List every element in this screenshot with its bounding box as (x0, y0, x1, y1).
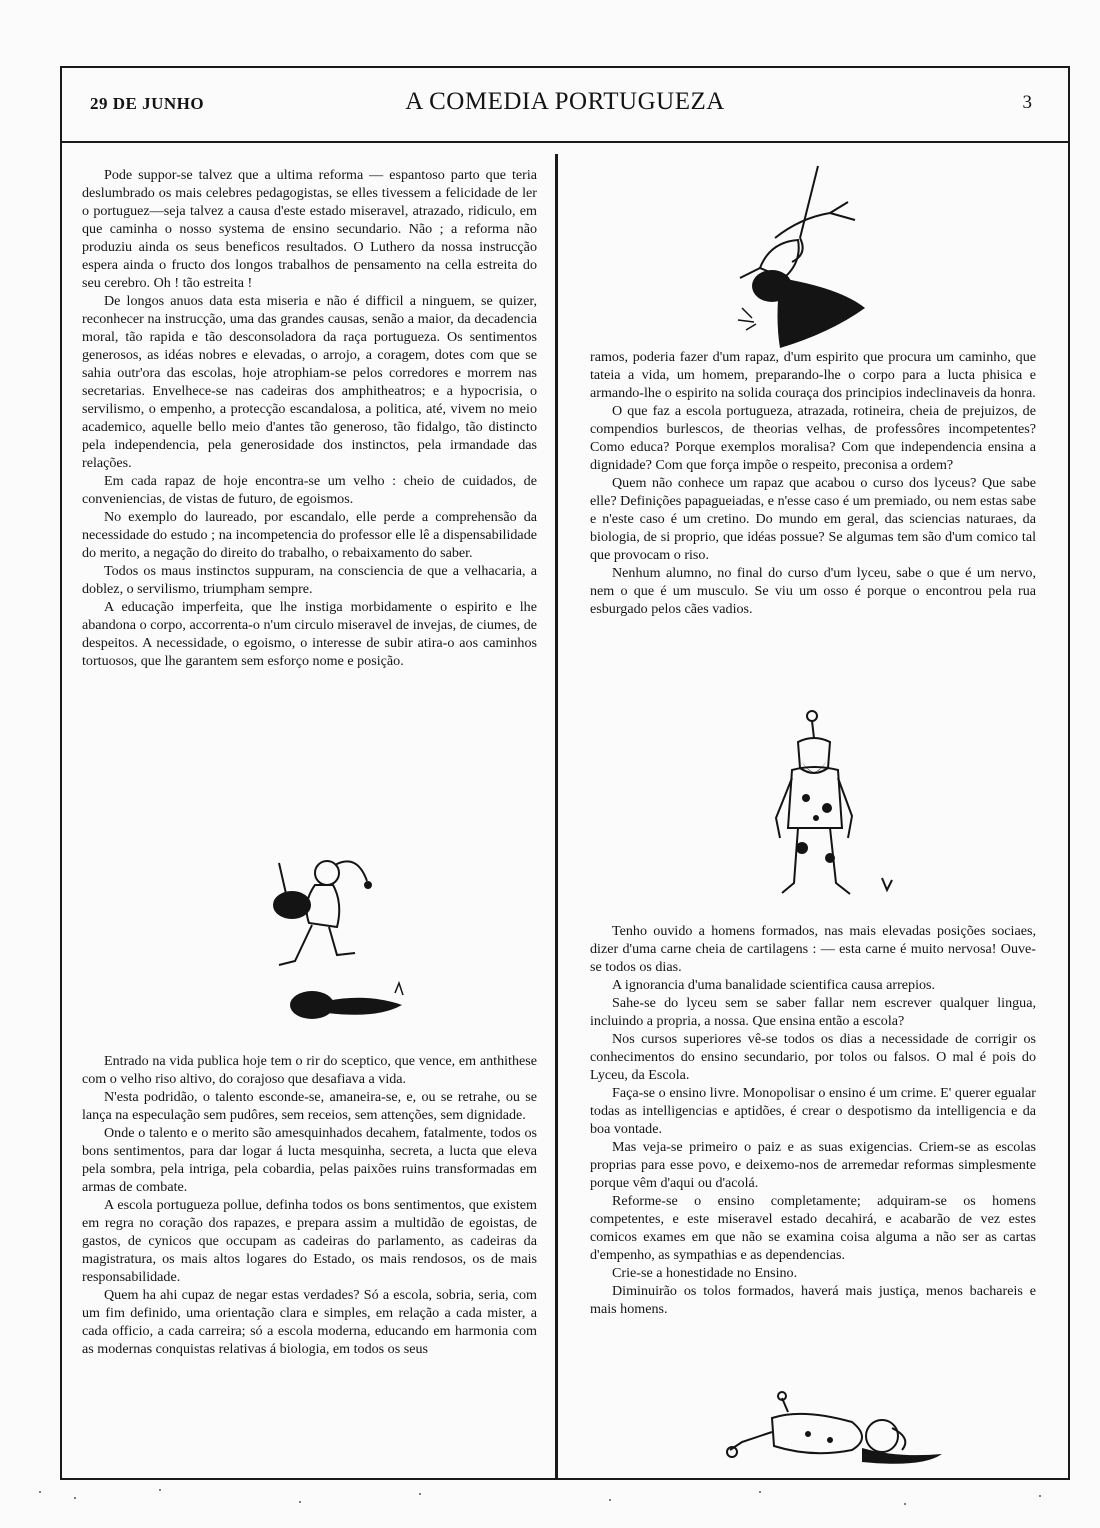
left-column-bottom (82, 1052, 537, 1358)
paragraph: Crie-se a honestidade no Ensino. (612, 1265, 798, 1281)
paragraph: Nenhum alumno, no final do curso d'um lyceu, sabe o que é um nervo, nem o que é um musculo. Se viu um osso é porque o encontrou pela rua esburgado pelos cães vadios. (590, 565, 1036, 617)
issue-date: 29 DE JUNHO (90, 94, 205, 113)
paragraph: Entrado na vida publica hoje tem o rir do sceptico, que vence, em anthithese com o velho riso altivo, do corajoso que desafiava a vida. (82, 1053, 537, 1087)
paragraph: Sahe-se do lyceu sem se saber fallar nem escrever qualquer lingua, incluindo a propria, a nossa. Que ensina então a escola? (590, 995, 1036, 1029)
masthead (62, 68, 1068, 143)
walking-figure-with-pot-illustration (217, 843, 417, 1028)
paragraph: Pode suppor-se talvez que a ultima reforma — espantoso parto que teria deslumbrado os mais celebres pedagogistas, se elles tivessem a felicidade de ler o portuguez—seja talvez a causa d'este estado miseravel, atrazado, ridiculo, em que caminha o nosso systema de ensino secundario. Não ; a reforma não produziu ainda os seus beneficos resultados. O Luthero da nossa instrucção espera ainda o fructo dos longos trabalhos de pensamento na cella estreita do seu cerebro. Oh ! tão estreita ! (82, 167, 537, 291)
paragraph: Nos cursos superiores vê-se todos os dias a necessidade de corrigir os conhecimentos do ensino secundario, por tolos ou falsos. O mal é pois do Lyceu, da Escola. (590, 1031, 1036, 1083)
page-frame (60, 66, 1070, 1480)
publication-title: A COMEDIA PORTUGUEZA (405, 88, 725, 115)
paragraph: Mas veja-se primeiro o paiz e as suas exigencias. Criem-se as escolas proprias para esse povo, e deixemo-nos de arremedar reformas simplesmente porque vêm d'aqui ou d'acolá. (590, 1139, 1036, 1191)
paragraph: Onde o talento e o merito são amesquinhados decahem, fatalmente, todos os bons sentimentos, para dar logar á lucta mesquinha, secreta, a lucta que eleva pela sombra, pela intriga, pela cobardia, pelas paixões ruins transformadas em armas de combate. (82, 1125, 537, 1195)
paragraph: A ignorancia d'uma banalidade scientifica causa arrepios. (612, 977, 936, 993)
paragraph: O que faz a escola portugueza, atrazada, rotineira, cheia de prejuizos, de compendios burlescos, de theorias velhas, de professôres incompetentes? Como educa? Porque exemplos moralisa? Com que independencia ensina a dignidade? Com que força impõe o respeito, preconisa a ordem? (590, 403, 1036, 473)
paragraph: A escola portugueza pollue, definha todos os bons sentimentos, que existem em regra no coração dos rapazes, e prepara assim a multidão de egoistas, de gastos, de cynicos que occupam as cadeiras do parlamento, as cadeiras da magistratura, os mais altos logares do Estado, os mais rendosos, os de mais responsabilidade. (82, 1197, 537, 1285)
paragraph: Todos os maus instinctos suppuram, na consciencia de que a velhacaria, a doblez, o servilismo, triumpham sempre. (82, 563, 537, 597)
left-column-top (82, 166, 537, 670)
paragraph: Quem ha ahi cupaz de negar estas verdades? Só a escola, sobria, seria, com um fim definido, uma orientação clara e simples, em relação a cada mister, a cada officio, a cada carreira; só a escola moderna, educando em harmonia com as modernas conquistas relativas á biologia, em todos os seus (82, 1287, 537, 1357)
paragraph: N'esta podridão, o talento esconde-se, amaneira-se, e, ou se retrahe, ou se lança na especulação sem pudôres, sem receios, sem attenções, sem dignidade. (82, 1089, 537, 1123)
paragraph: Diminuirão os tolos formados, haverá mais justiça, menos bachareis e mais homens. (590, 1283, 1036, 1317)
paragraph: No exemplo do laureado, por escandalo, elle perde a comprehensão da necessidade do estudo ; na incompetencia do professor elle lê a dispensabilidade do merito, a negação do direito do trabalho, o rebaixamento do saber. (82, 509, 537, 561)
paragraph: ramos, poderia fazer d'um rapaz, d'um espirito que procura um caminho, que tateia a vida, um homem, preparando-lhe o corpo para a lucta phisica e armando-lhe o espirito na solida couraça dos principios indeclinaveis da honra. (590, 349, 1036, 401)
standing-bearded-figure-illustration (732, 708, 912, 913)
column-divider (555, 154, 558, 1478)
paragraph: A educação imperfeita, que lhe instiga morbidamente o espirito e lhe abandona o corpo, accorrenta-o n'um circulo miseravel de invejas, de ciumes, de despeitos. A necessidade, o egoismo, o interesse de subir atira-o aos caminhos tortuosos, que lhe garantem sem esforço nome e posição. (82, 599, 537, 669)
paragraph: Tenho ouvido a homens formados, nas mais elevadas posições sociaes, dizer d'uma carne cheia de cartilagens : — esta carne é muito nervosa! Ouve-se todos os dias. (590, 923, 1036, 975)
paragraph: Reforme-se o ensino completamente; adquiram-se os homens competentes, e este miseravel estado decahirá, e acabarão de vez estes comicos exames em que não se examina coisa alguma a não ser as cartas d'empenho, as sympathias e as dependencias. (590, 1193, 1036, 1263)
paragraph: Faça-se o ensino livre. Monopolisar o ensino é um crime. E' querer egualar todas as intelligencias e aptidões, é crear o despotismo da intelligencia e da boa vontade. (590, 1085, 1036, 1137)
paragraph: Em cada rapaz de hoje encontra-se um velho : cheio de cuidados, de conveniencias, de vistas de futuro, de egoismos. (82, 473, 537, 507)
right-column-top (590, 348, 1036, 618)
falling-figure-illustration (680, 158, 880, 348)
lying-figure-illustration (712, 1388, 972, 1478)
paragraph: Quem não conhece um rapaz que acabou o curso dos lyceus? Que sabe elle? Definições papagueiadas, e n'esse caso é um premiado, ou nem estas sabe e n'este caso é um cretino. Do mundo em geral, das sciencias naturaes, da biologia, de si proprio, que idéas possue? Se algumas tem são d'um comico tal que provocam o riso. (590, 475, 1036, 563)
paper-speckles (0, 1472, 1100, 1512)
page-number: 3 (1022, 92, 1032, 113)
right-column-bottom (590, 922, 1036, 1318)
paragraph: De longos anuos data esta miseria e não é difficil a ninguem, se quizer, reconhecer na instrucção, uma das grandes causas, senão a maior, da decadencia moral, tão rapida e tão desconsoladora da raça portugueza. Os sentimentos generosos, as idéas nobres e elevadas, o arrojo, a coragem, dotes com que se sahia outr'ora das escolas, hoje atrophiam-se pelos corredores e morrem nas secretarias. Envelhece-se nas cadeiras dos amphitheatros; e a hypocrisia, o servilismo, o empenho, a protecção escandalosa, a politica, até, vivem no meio academico, aquelle bello meio d'antes tão generoso, tão fidalgo, tão distincto pela independencia, pela generosidade dos instinctos, pela irmandade das relações. (82, 293, 537, 471)
